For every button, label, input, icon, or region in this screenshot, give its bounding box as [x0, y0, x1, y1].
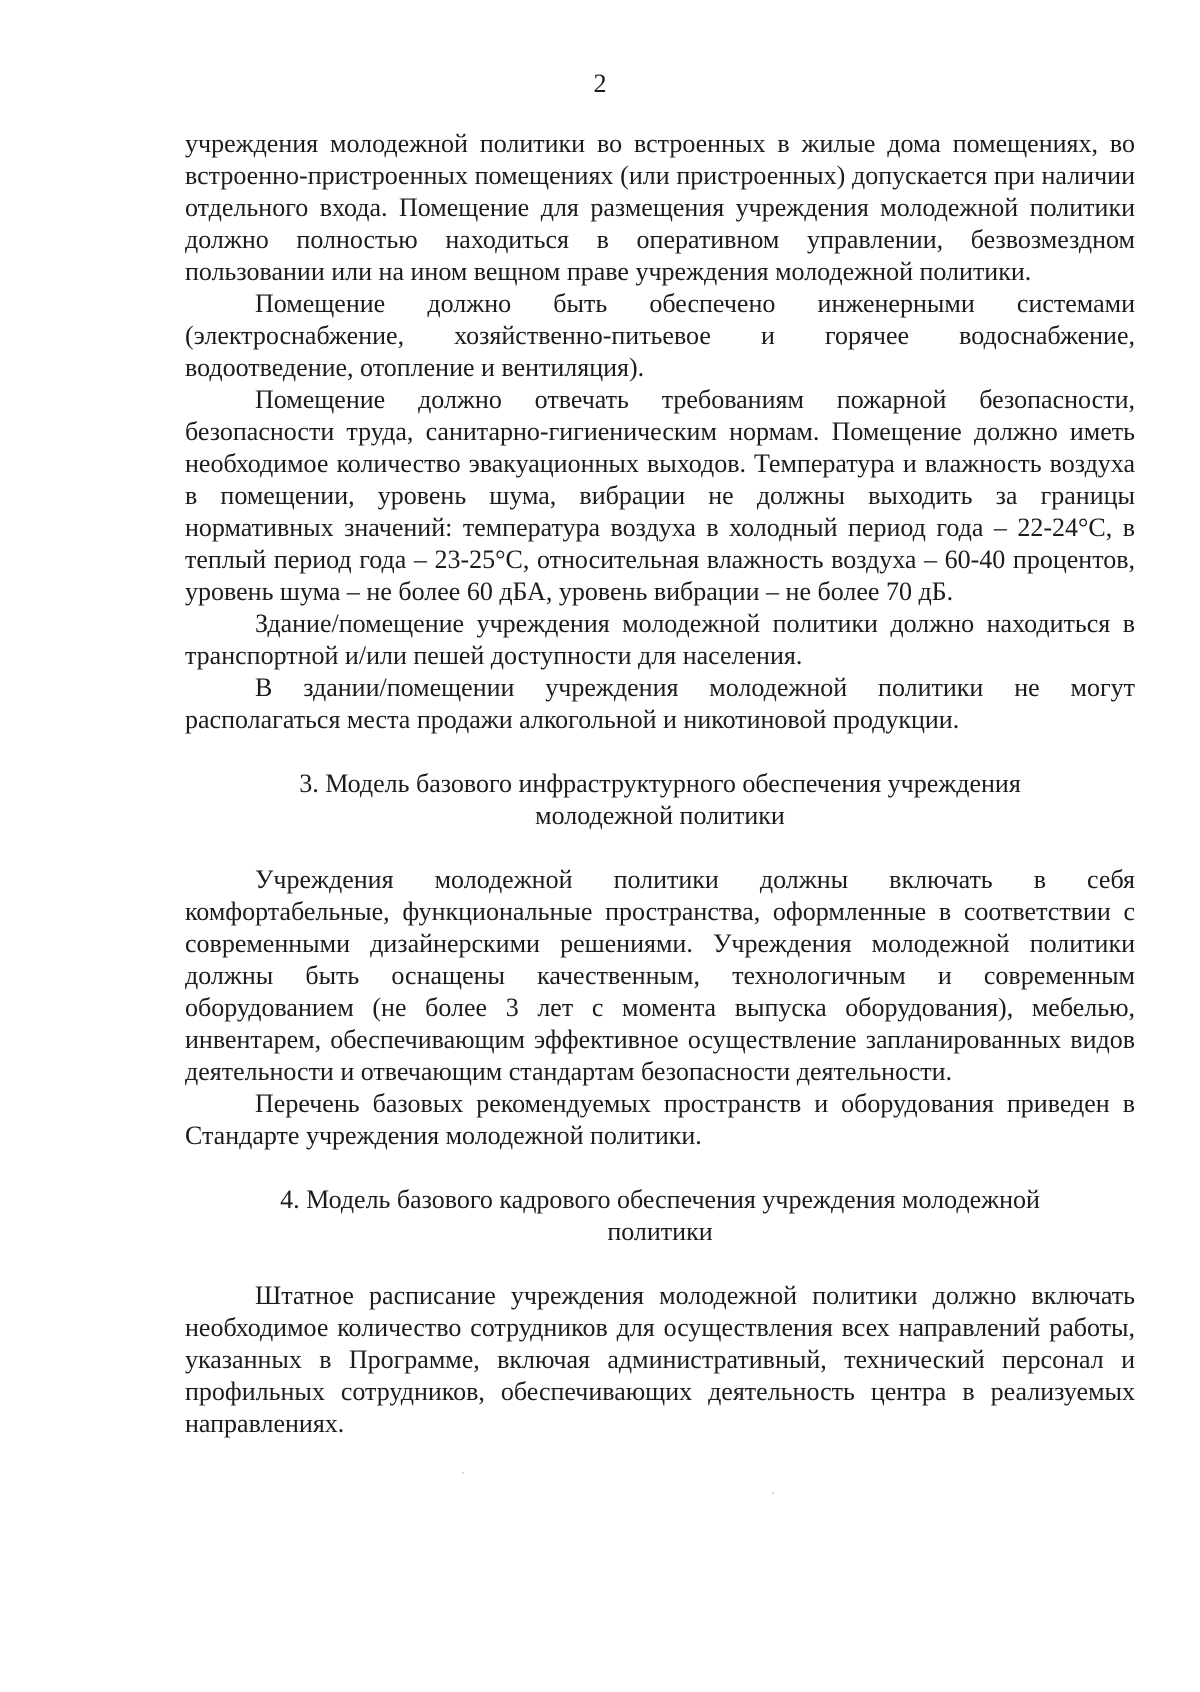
paragraph-accessibility: Здание/помещение учреждения молодежной политики должно находиться в транспортной и/или пешей доступности для населения. — [185, 609, 1135, 670]
scan-speck — [462, 1472, 464, 1474]
section-3-paragraph-spaces: Учреждения молодежной политики должны включать в себя комфортабельные, функциональные пространства, оформленные в соответствии с современными дизайнерскими решениями. Учреждения молодежной политики должны быть оснащены качественным, технологичным и современным оборудованием (не более 3 лет с момента выпуска оборудования), мебелью, инвентарем, обеспечивающим эффективное осуществление запланированных видов деятельности и отвечающим стандартам безопасности деятельности. — [185, 865, 1135, 1086]
scan-speck — [772, 1492, 774, 1494]
page-number: 2 — [593, 69, 607, 98]
section-4-heading-line-2: политики — [607, 1217, 713, 1246]
section-3-heading-line-1: 3. Модель базового инфраструктурного обеспечения учреждения — [299, 769, 1021, 798]
section-4-paragraph-staffing: Штатное расписание учреждения молодежной политики должно включать необходимое количество сотрудников для осуществления всех направлений работы, указанных в Программе, включая административный, технический персонал и профильных сотрудников, обеспечивающих деятельность центра в реализуемых направлениях. — [185, 1281, 1135, 1438]
paragraph-restrictions: В здании/помещении учреждения молодежной политики не могут располагаться места продажи алкогольной и никотиновой продукции. — [185, 673, 1135, 734]
paragraph-engineering-systems: Помещение должно быть обеспечено инженерными системами (электроснабжение, хозяйственно-питьевое и горячее водоснабжение, водоотведение, отопление и вентиляция). — [185, 289, 1135, 382]
document-body — [185, 128, 1135, 1440]
section-4-heading-line-1: 4. Модель базового кадрового обеспечения учреждения молодежной — [280, 1185, 1040, 1214]
section-3-heading-line-2: молодежной политики — [535, 801, 785, 830]
paragraph-safety-requirements: Помещение должно отвечать требованиям пожарной безопасности, безопасности труда, санитарно-гигиеническим нормам. Помещение должно иметь необходимое количество эвакуационных выходов. Температура и влажность воздуха в помещении, уровень шума, вибрации не должны выходить за границы нормативных значений: температура воздуха в холодный период года – 22-24°С, в теплый период года – 23-25°С, относительная влажность воздуха – 60-40 процентов, уровень шума – не более 60 дБА, уровень вибрации – не более 70 дБ. — [185, 385, 1135, 606]
paragraph-continuation: учреждения молодежной политики во встроенных в жилые дома помещениях, во встроенно-пристроенных помещениях (или пристроенных) допускается при наличии отдельного входа. Помещение для размещения учреждения молодежной политики должно полностью находиться в оперативном управлении, безвозмездном пользовании или на ином вещном праве учреждения молодежной политики. — [185, 129, 1135, 286]
section-3-paragraph-list: Перечень базовых рекомендуемых пространств и оборудования приведен в Стандарте учреждения молодежной политики. — [185, 1089, 1135, 1150]
section-4-heading — [185, 1184, 1135, 1248]
section-3-heading — [185, 768, 1135, 832]
